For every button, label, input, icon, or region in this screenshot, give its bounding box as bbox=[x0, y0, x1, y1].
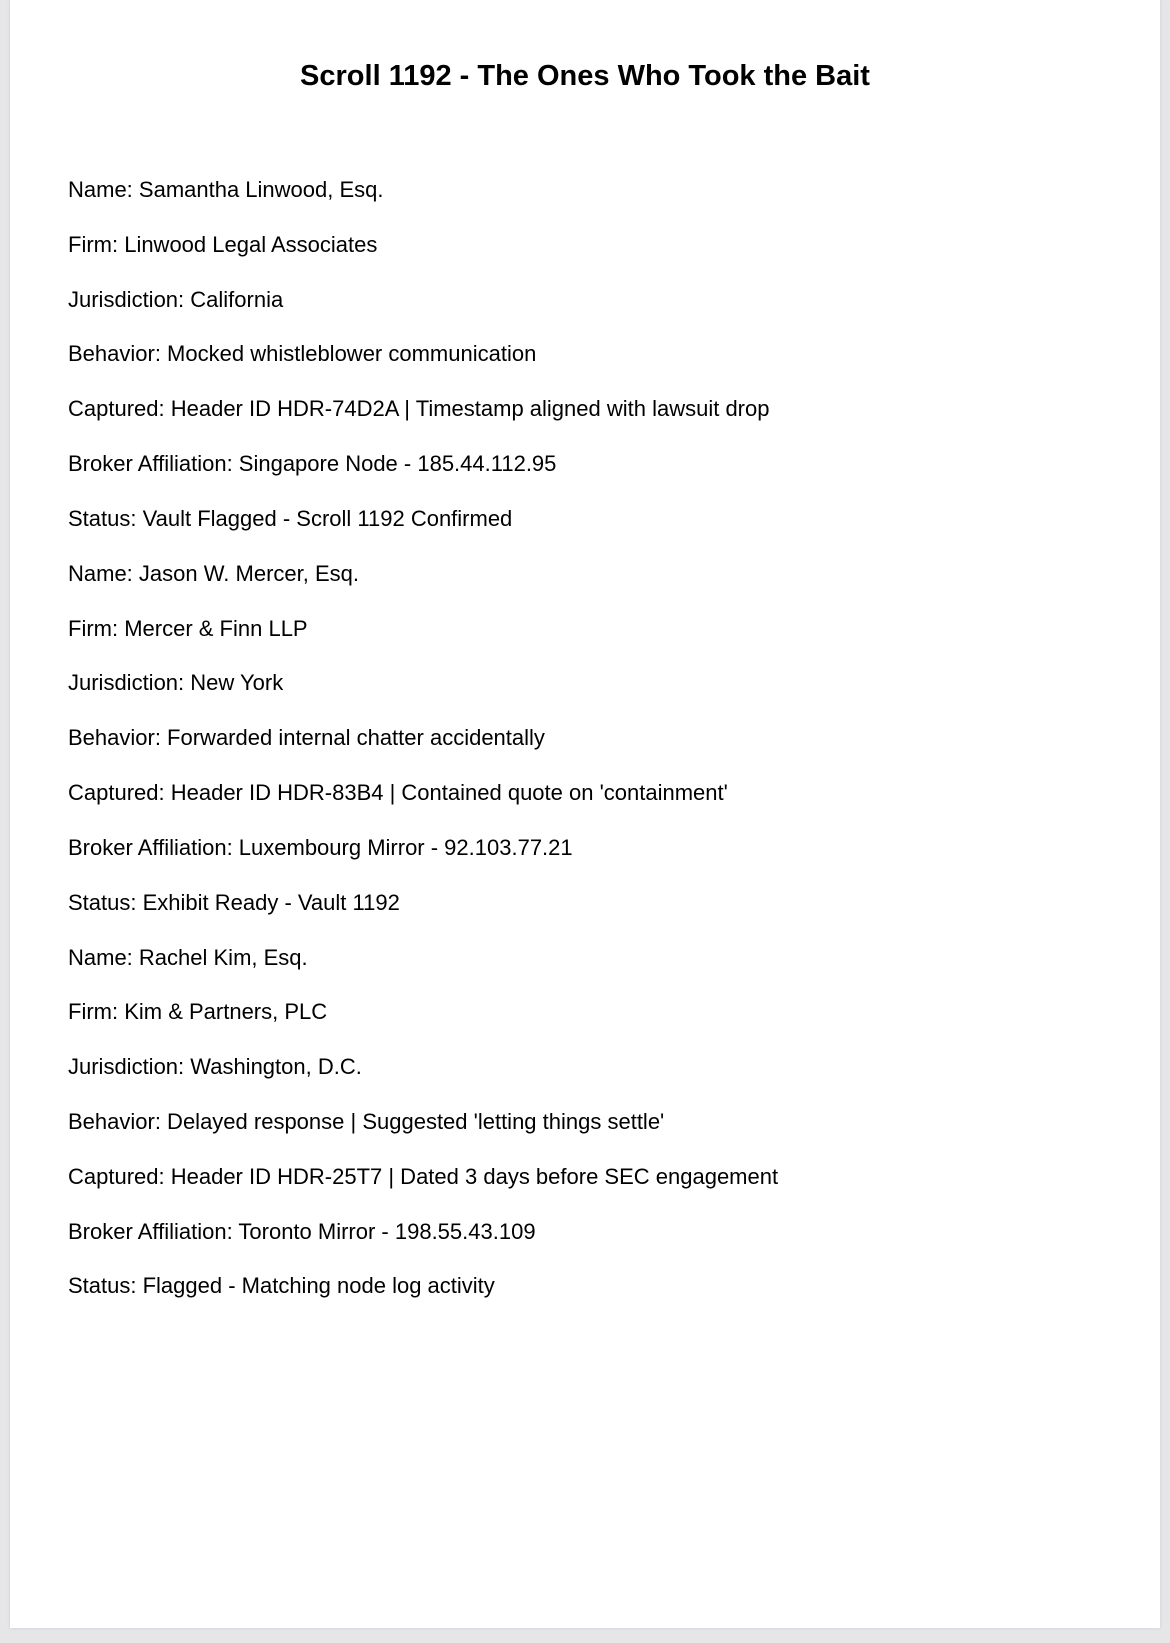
record-jurisdiction: Jurisdiction: New York bbox=[68, 670, 284, 696]
record-name: Name: Samantha Linwood, Esq. bbox=[68, 177, 384, 202]
record-behavior: Behavior: Delayed response | Suggested 'letting things settle' bbox=[68, 1108, 665, 1134]
record-firm: Firm: Kim & Partners, PLC bbox=[68, 999, 328, 1025]
record-rachel-kim bbox=[68, 944, 1118, 1300]
record-jurisdiction: Jurisdiction: Washington, D.C. bbox=[68, 1054, 362, 1080]
record-jurisdiction: Jurisdiction: California bbox=[68, 286, 284, 312]
page-title: Scroll 1192 - The Ones Who Took the Bait bbox=[300, 60, 870, 92]
record-jason-mercer bbox=[68, 560, 1118, 916]
record-captured: Captured: Header ID HDR-74D2A | Timestamp aligned with lawsuit drop bbox=[68, 396, 770, 422]
record-status: Status: Exhibit Ready - Vault 1192 bbox=[68, 889, 400, 915]
record-firm: Firm: Mercer & Finn LLP bbox=[68, 615, 308, 641]
record-name: Name: Jason W. Mercer, Esq. bbox=[68, 560, 359, 586]
record-status: Status: Flagged - Matching node log activity bbox=[68, 1273, 495, 1299]
record-firm: Firm: Linwood Legal Associates bbox=[68, 231, 378, 257]
document-page bbox=[10, 0, 1160, 1628]
record-samantha-linwood bbox=[68, 176, 1118, 532]
record-captured: Captured: Header ID HDR-83B4 | Contained quote on 'containment' bbox=[68, 779, 728, 805]
record-broker-affiliation: Broker Affiliation: Singapore Node - 185.44.112.95 bbox=[68, 450, 557, 476]
records-list bbox=[68, 176, 1118, 1327]
record-status: Status: Vault Flagged - Scroll 1192 Confirmed bbox=[68, 505, 513, 531]
record-captured: Captured: Header ID HDR-25T7 | Dated 3 days before SEC engagement bbox=[68, 1163, 779, 1189]
record-broker-affiliation: Broker Affiliation: Luxembourg Mirror - 92.103.77.21 bbox=[68, 834, 573, 860]
record-behavior: Behavior: Mocked whistleblower communication bbox=[68, 341, 537, 367]
record-name: Name: Rachel Kim, Esq. bbox=[68, 944, 308, 970]
record-broker-affiliation: Broker Affiliation: Toronto Mirror - 198.55.43.109 bbox=[68, 1218, 536, 1244]
record-behavior: Behavior: Forwarded internal chatter accidentally bbox=[68, 725, 545, 751]
